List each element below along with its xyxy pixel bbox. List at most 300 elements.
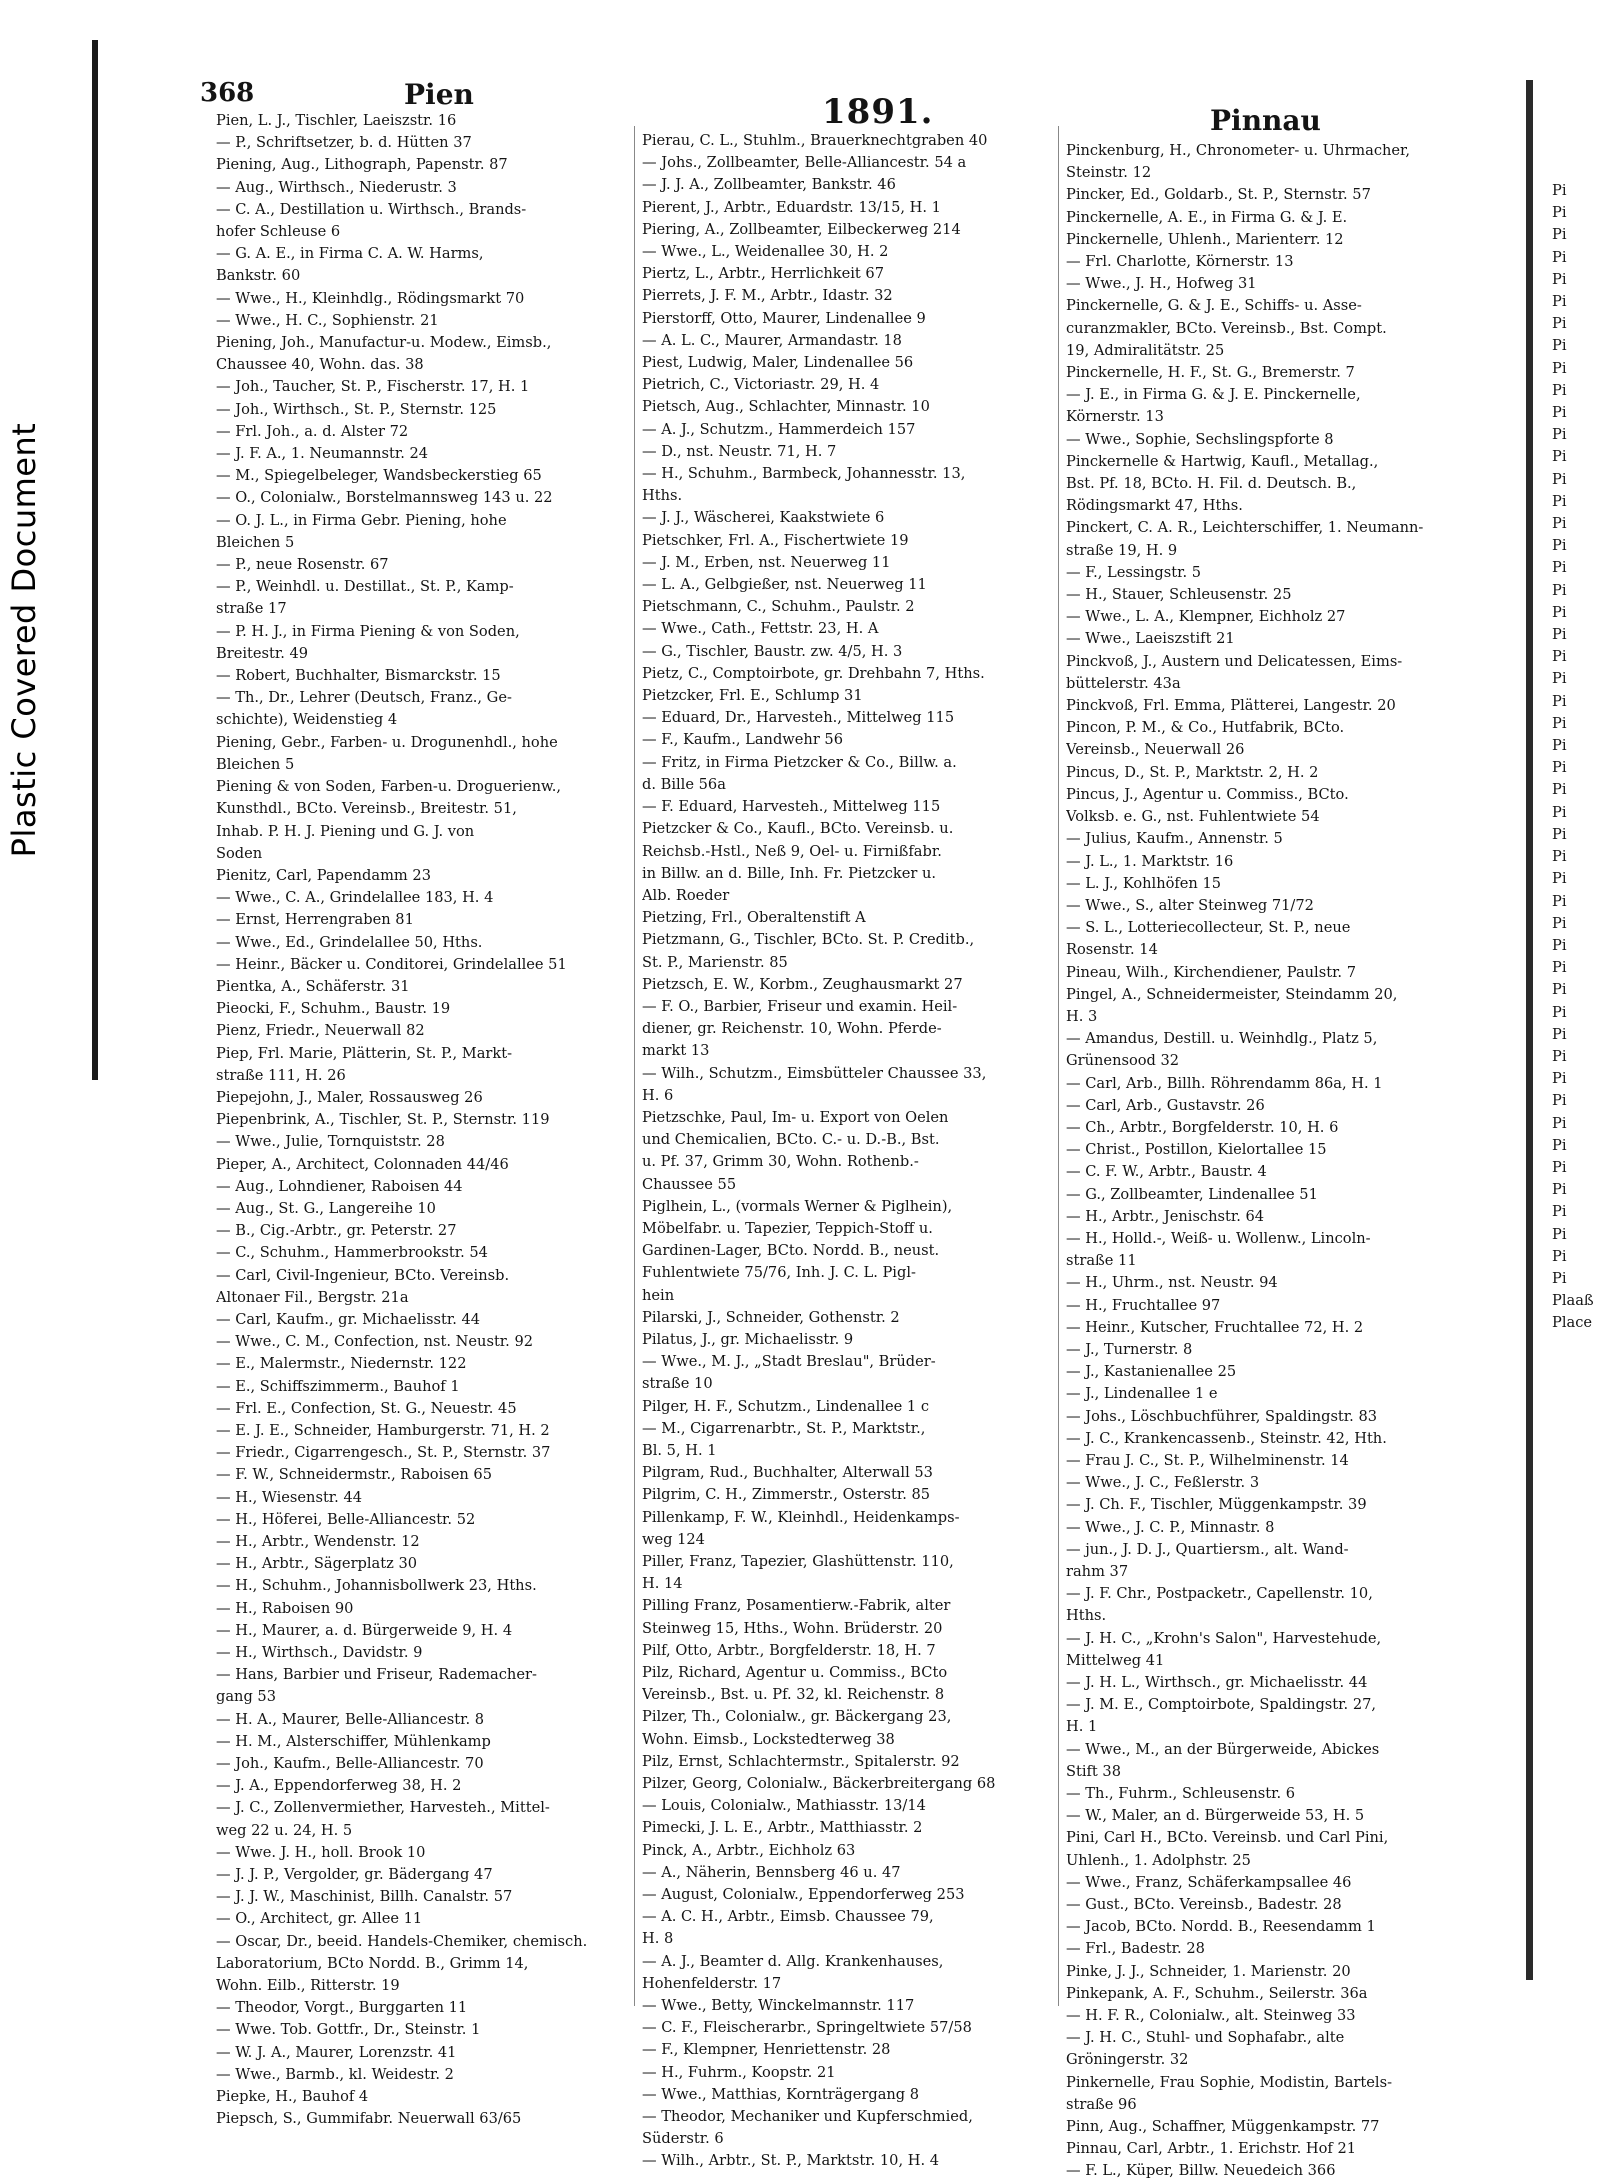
directory-line: Pietzcker & Co., Kaufl., BCto. Vereinsb. u.	[642, 820, 954, 838]
directory-line: Pi	[1552, 737, 1567, 755]
directory-line: Wohn. Eilb., Ritterstr. 19	[216, 1977, 400, 1995]
directory-line: H. 3	[1066, 1007, 1098, 1025]
directory-line: Chaussee 40, Wohn. das. 38	[216, 356, 424, 374]
directory-line: Pietrich, C., Victoriastr. 29, H. 4	[642, 376, 880, 394]
directory-line: — Ch., Arbtr., Borgfelderstr. 10, H. 6	[1066, 1118, 1339, 1136]
directory-line: — F. W., Schneidermstr., Raboisen 65	[216, 1466, 492, 1484]
directory-line: Breitestr. 49	[216, 644, 309, 662]
directory-line: straße 17	[216, 600, 287, 618]
directory-line: H. 6	[642, 1086, 674, 1104]
directory-line: Pinckernelle, G. & J. E., Schiffs- u. Asse-	[1066, 297, 1362, 315]
directory-line: Pietschmann, C., Schuhm., Paulstr. 2	[642, 598, 915, 616]
directory-line: Mittelweg 41	[1066, 1651, 1165, 1669]
directory-line: Piep, Frl. Marie, Plätterin, St. P., Markt-	[216, 1044, 513, 1062]
directory-line: — C. F., Fleischerarbr., Springeltwiete 57/58	[642, 2019, 972, 2037]
directory-line: — Wwe., C. A., Grindelallee 183, H. 4	[216, 889, 494, 907]
directory-line: — E., Schiffszimmerm., Bauhof 1	[216, 1377, 460, 1395]
directory-line: — L. J., Kohlhöfen 15	[1066, 874, 1222, 892]
directory-line: — J. H. L., Wirthsch., gr. Michaelisstr. 44	[1066, 1674, 1368, 1692]
directory-line: Pi	[1552, 470, 1567, 488]
directory-line: straße 11	[1066, 1252, 1137, 1270]
directory-line: Pi	[1552, 648, 1567, 666]
directory-line: Pieocki, F., Schuhm., Baustr. 19	[216, 1000, 451, 1018]
directory-line: Piller, Franz, Tapezier, Glashüttenstr. 110,	[642, 1553, 954, 1570]
directory-line: — Friedr., Cigarrengesch., St. P., Sternstr. 37	[216, 1444, 551, 1462]
directory-line: — H., Arbtr., Sägerplatz 30	[216, 1555, 418, 1573]
directory-line: — Fritz, in Firma Pietzcker & Co., Billw. a.	[642, 753, 957, 771]
directory-line: Pi	[1552, 914, 1567, 932]
directory-line: — C. F. W., Arbtr., Baustr. 4	[1066, 1163, 1267, 1181]
directory-line: Pi	[1552, 1092, 1567, 1110]
directory-line: Pi	[1552, 182, 1567, 199]
directory-line: — H., Raboisen 90	[216, 1599, 354, 1617]
directory-line: — J. F. Chr., Postpacketr., Capellenstr. 10,	[1066, 1585, 1373, 1603]
directory-line: Pilf, Otto, Arbtr., Borgfelderstr. 18, H. 7	[642, 1641, 936, 1659]
directory-line: Uhlenh., 1. Adolphstr. 25	[1066, 1851, 1251, 1869]
header-right-word: Pinnau	[1210, 104, 1321, 137]
directory-line: Pincon, P. M., & Co., Hutfabrik, BCto.	[1066, 719, 1345, 737]
directory-line: Pi	[1552, 603, 1567, 621]
directory-line: Pi	[1552, 581, 1567, 599]
directory-line: — O. J. L., in Firma Gebr. Piening, hohe	[216, 511, 507, 529]
directory-line: gang 53	[216, 1688, 276, 1706]
directory-line: — Wwe., S., alter Steinweg 71/72	[1066, 896, 1314, 914]
directory-line: — jun., J. D. J., Quartiersm., alt. Wand-	[1066, 1540, 1349, 1558]
column-3	[1066, 140, 1486, 2183]
directory-line: in Billw. an d. Bille, Inh. Fr. Pietzcker u.	[642, 864, 937, 882]
directory-line: Alb. Roeder	[642, 886, 730, 904]
directory-line: Piening, Aug., Lithograph, Papenstr. 87	[216, 156, 508, 174]
directory-line: Bleichen 5	[216, 533, 295, 551]
directory-line: — J., Lindenallee 1 e	[1066, 1385, 1218, 1403]
directory-line: Chaussee 55	[642, 1175, 737, 1193]
directory-line: Inhab. P. H. J. Piening und G. J. von	[216, 822, 475, 840]
directory-line: Pi	[1552, 981, 1567, 999]
directory-line: Volksb. e. G., nst. Fuhlentwiete 54	[1066, 808, 1320, 826]
directory-line: Pientka, A., Schäferstr. 31	[216, 977, 410, 995]
directory-line: Rödingsmarkt 47, Hths.	[1066, 497, 1243, 515]
directory-line: — J., Turnerstr. 8	[1066, 1340, 1193, 1358]
directory-line: Pimecki, J. L. E., Arbtr., Matthiasstr. 2	[642, 1819, 923, 1837]
directory-line: Pi	[1552, 1136, 1567, 1154]
directory-line: Pietzschke, Paul, Im- u. Export von Oelen	[642, 1108, 949, 1126]
directory-line: Pierstorff, Otto, Maurer, Lindenallee 9	[642, 309, 926, 327]
directory-line: Pien, L. J., Tischler, Laeiszstr. 16	[216, 112, 457, 129]
directory-line: straße 19, H. 9	[1066, 541, 1178, 559]
directory-line: Pi	[1552, 1225, 1567, 1243]
directory-line: straße 96	[1066, 2095, 1137, 2113]
directory-line: Hths.	[642, 487, 683, 505]
directory-line: Pi	[1552, 803, 1567, 821]
directory-line: Pi	[1552, 825, 1567, 843]
directory-line: Pietz, C., Comptoirbote, gr. Drehbahn 7, Hths.	[642, 664, 985, 682]
directory-line: — H., Arbtr., Jenischstr. 64	[1066, 1207, 1265, 1225]
column-4-partial	[1552, 180, 1600, 1335]
directory-line: — Wwe., Julie, Tornquiststr. 28	[216, 1133, 445, 1151]
directory-line: — Wwe., J. H., Hofweg 31	[1066, 275, 1257, 293]
directory-line: — H. F. R., Colonialw., alt. Steinweg 33	[1066, 2007, 1356, 2025]
directory-line: Pi	[1552, 714, 1567, 732]
directory-line: Pincker, Ed., Goldarb., St. P., Sternstr. 57	[1066, 186, 1371, 204]
directory-line: — Gust., BCto. Vereinsb., Badestr. 28	[1066, 1896, 1342, 1914]
directory-line: Pi	[1552, 626, 1567, 644]
directory-line: Pi	[1552, 537, 1567, 555]
directory-line: Piepenbrink, A., Tischler, St. P., Sternstr. 119	[216, 1111, 550, 1129]
directory-line: Pi	[1552, 1269, 1567, 1287]
directory-line: Pi	[1552, 959, 1567, 977]
directory-line: St. P., Marienstr. 85	[642, 953, 788, 971]
directory-line: — M., Cigarrenarbtr., St. P., Marktstr.,	[642, 1419, 926, 1437]
directory-line: — G. A. E., in Firma C. A. W. Harms,	[216, 245, 484, 263]
directory-line: Soden	[216, 844, 263, 862]
directory-line: Pi	[1552, 1047, 1567, 1065]
directory-line: Pi	[1552, 359, 1567, 377]
directory-line: — Jacob, BCto. Nordd. B., Reesendamm 1	[1066, 1918, 1376, 1936]
directory-line: Plaaß	[1552, 1292, 1594, 1310]
directory-line: Pini, Carl H., BCto. Vereinsb. und Carl Pini,	[1066, 1829, 1389, 1847]
directory-line: — F. O., Barbier, Friseur und examin. Heil-	[642, 997, 958, 1015]
directory-line: straße 10	[642, 1375, 713, 1393]
directory-line: Steinweg 15, Hths., Wohn. Brüderstr. 20	[642, 1619, 943, 1637]
directory-line: — P., Weinhdl. u. Destillat., St. P., Kamp-	[216, 578, 514, 596]
directory-line: und Chemicalien, BCto. C.- u. D.-B., Bst.	[642, 1131, 940, 1149]
directory-line: Pi	[1552, 670, 1567, 688]
directory-line: — A. C. H., Arbtr., Eimsb. Chaussee 79,	[642, 1908, 934, 1926]
directory-line: — J. H. C., Stuhl- und Sophafabr., alte	[1066, 2029, 1345, 2047]
directory-line: Pilzer, Th., Colonialw., gr. Bäckergang 23,	[642, 1708, 952, 1726]
directory-line: — Wwe. J. H., holl. Brook 10	[216, 1843, 426, 1861]
directory-line: — Carl, Arb., Gustavstr. 26	[1066, 1096, 1265, 1114]
directory-line: — B., Cig.-Arbtr., gr. Peterstr. 27	[216, 1222, 457, 1240]
directory-line: Pilzer, Georg, Colonialw., Bäckerbreitergang 68	[642, 1775, 996, 1793]
directory-line: — H., Wiesenstr. 44	[216, 1488, 363, 1506]
directory-line: — Aug., St. G., Langereihe 10	[216, 1199, 436, 1217]
directory-line: — J. A., Eppendorferweg 38, H. 2	[216, 1777, 462, 1795]
directory-line: — Theodor, Vorgt., Burggarten 11	[216, 1999, 468, 2017]
directory-line: Pingel, A., Schneidermeister, Steindamm 20,	[1066, 985, 1398, 1003]
directory-line: — Johs., Zollbeamter, Belle-Alliancestr. 54 a	[642, 154, 967, 172]
directory-line: — O., Colonialw., Borstelmannsweg 143 u. 22	[216, 489, 553, 507]
directory-line: schichte), Weidenstieg 4	[216, 711, 398, 729]
directory-line: — G., Zollbeamter, Lindenallee 51	[1066, 1185, 1318, 1203]
directory-line: — Wwe., Ed., Grindelallee 50, Hths.	[216, 933, 483, 951]
directory-line: Pietzsch, E. W., Korbm., Zeughausmarkt 27	[642, 975, 963, 993]
directory-line: — J. Ch. F., Tischler, Müggenkampstr. 39	[1066, 1496, 1367, 1514]
directory-line: — H. M., Alsterschiffer, Mühlenkamp	[216, 1732, 491, 1750]
directory-line: — L. A., Gelbgießer, nst. Neuerweg 11	[642, 576, 927, 594]
directory-line: — P. H. J., in Firma Piening & von Soden,	[216, 622, 520, 640]
directory-line: Pi	[1552, 404, 1567, 422]
directory-line: — P., neue Rosenstr. 67	[216, 556, 389, 574]
directory-line: u. Pf. 37, Grimm 30, Wohn. Rothenb.-	[642, 1153, 919, 1171]
directory-line: — Wwe., Matthias, Kornträgergang 8	[642, 2085, 920, 2103]
directory-line: — H. A., Maurer, Belle-Alliancestr. 8	[216, 1710, 485, 1728]
directory-line: Pinnau, Carl, Arbtr., 1. Erichstr. Hof 21	[1066, 2140, 1357, 2158]
directory-line: — Joh., Taucher, St. P., Fischerstr. 17, H. 1	[216, 378, 530, 396]
directory-line: Pi	[1552, 293, 1567, 311]
directory-line: Pi	[1552, 381, 1567, 399]
directory-line: Pi	[1552, 448, 1567, 466]
directory-line: Pinn, Aug., Schaffner, Müggenkampstr. 77	[1066, 2118, 1380, 2136]
directory-line: Hohenfelderstr. 17	[642, 1974, 782, 1992]
directory-line: Laboratorium, BCto Nordd. B., Grimm 14,	[216, 1954, 529, 1972]
directory-line: Pi	[1552, 204, 1567, 222]
directory-line: Pi	[1552, 1247, 1567, 1265]
directory-line: — Ernst, Herrengraben 81	[216, 911, 414, 929]
directory-line: Pinckert, C. A. R., Leichterschiffer, 1. Neumann-	[1066, 519, 1424, 537]
directory-line: Vereinsb., Neuerwall 26	[1066, 741, 1245, 759]
directory-line: Pienz, Friedr., Neuerwall 82	[216, 1022, 425, 1040]
directory-line: — Aug., Lohndiener, Raboisen 44	[216, 1177, 463, 1195]
directory-line: Pietzmann, G., Tischler, BCto. St. P. Creditb.,	[642, 931, 975, 949]
directory-line: — H., Fuhrm., Koopstr. 21	[642, 2063, 836, 2081]
directory-line: Pi	[1552, 226, 1567, 244]
directory-line: Vereinsb., Bst. u. Pf. 32, kl. Reichenstr. 8	[642, 1686, 945, 1704]
directory-line: — Heinr., Bäcker u. Conditorei, Grindelallee 51	[216, 955, 567, 973]
directory-line: — Joh., Wirthsch., St. P., Sternstr. 125	[216, 400, 497, 418]
column-divider	[1058, 126, 1059, 2006]
directory-line: — S. L., Lotteriecollecteur, St. P., neue	[1066, 919, 1351, 937]
directory-line: — Wwe., M. J., „Stadt Breslau", Brüder-	[642, 1353, 936, 1371]
directory-line: Kunsthdl., BCto. Vereinsb., Breitestr. 51,	[216, 800, 517, 818]
directory-line: Pi	[1552, 1203, 1567, 1221]
directory-line: — J. M. E., Comptoirbote, Spaldingstr. 27,	[1066, 1696, 1377, 1714]
directory-line: Pi	[1552, 1003, 1567, 1021]
directory-line: — E., Malermstr., Niedernstr. 122	[216, 1355, 467, 1373]
directory-line: weg 22 u. 24, H. 5	[216, 1821, 353, 1839]
directory-line: — J. E., in Firma G. & J. E. Pinckernelle,	[1066, 386, 1361, 404]
directory-line: — A. L. C., Maurer, Armandastr. 18	[642, 331, 902, 349]
directory-line: Hths.	[1066, 1607, 1107, 1625]
directory-line: Pi	[1552, 848, 1567, 866]
directory-line: — Wwe., M., an der Bürgerweide, Abickes	[1066, 1740, 1380, 1758]
directory-line: — August, Colonialw., Eppendorferweg 253	[642, 1886, 965, 1904]
directory-line: Pietsch, Aug., Schlachter, Minnastr. 10	[642, 398, 930, 416]
directory-line: Pierent, J., Arbtr., Eduardstr. 13/15, H. 1	[642, 198, 941, 216]
directory-line: — A. J., Schutzm., Hammerdeich 157	[642, 420, 916, 438]
directory-line: — Joh., Kaufm., Belle-Alliancestr. 70	[216, 1755, 484, 1773]
directory-line: Piening & von Soden, Farben-u. Droguerienw.,	[216, 778, 562, 796]
directory-line: — J. L., 1. Marktstr. 16	[1066, 852, 1234, 870]
directory-line: — Robert, Buchhalter, Bismarckstr. 15	[216, 667, 501, 685]
directory-line: — Wwe., J. C., Feßlerstr. 3	[1066, 1474, 1260, 1492]
directory-line: — H., Schuhm., Johannisbollwerk 23, Hths.	[216, 1577, 537, 1595]
directory-line: Piglhein, L., (vormals Werner & Piglhein),	[642, 1197, 953, 1215]
directory-line: — Julius, Kaufm., Annenstr. 5	[1066, 830, 1283, 848]
directory-line: — M., Spiegelbeleger, Wandsbeckerstieg 65	[216, 467, 542, 485]
directory-line: — W., Maler, an d. Bürgerweide 53, H. 5	[1066, 1807, 1365, 1825]
directory-line: Piepejohn, J., Maler, Rossausweg 26	[216, 1088, 483, 1106]
scan-shadow-left	[92, 40, 98, 1080]
directory-line: Pinck, A., Arbtr., Eichholz 63	[642, 1841, 856, 1859]
directory-line: Pinckenburg, H., Chronometer- u. Uhrmacher,	[1066, 142, 1411, 159]
header-year: 1891.	[822, 92, 934, 132]
directory-line: Pilz, Richard, Agentur u. Commiss., BCto	[642, 1664, 948, 1682]
directory-line: — P., Schriftsetzer, b. d. Hütten 37	[216, 134, 472, 152]
directory-line: Piepsch, S., Gummifabr. Neuerwall 63/65	[216, 2110, 522, 2128]
directory-line: Bleichen 5	[216, 755, 295, 773]
directory-line: Pinckernelle & Hartwig, Kaufl., Metallag.,	[1066, 452, 1379, 470]
directory-line: — Wilh., Arbtr., St. P., Marktstr. 10, H. 4	[642, 2152, 940, 2170]
directory-line: — Aug., Wirthsch., Niederustr. 3	[216, 178, 457, 196]
directory-line: Wohn. Eimsb., Lockstedterweg 38	[642, 1730, 895, 1748]
directory-line: — Carl, Kaufm., gr. Michaelisstr. 44	[216, 1310, 481, 1328]
directory-line: — F. Eduard, Harvesteh., Mittelweg 115	[642, 798, 941, 816]
directory-line: Gardinen-Lager, BCto. Nordd. B., neust.	[642, 1242, 940, 1260]
directory-line: — E. J. E., Schneider, Hamburgerstr. 71, H. 2	[216, 1421, 550, 1439]
directory-line: Pi	[1552, 315, 1567, 333]
directory-line: Piertz, L., Arbtr., Herrlichkeit 67	[642, 265, 884, 283]
directory-line: — J., Kastanienallee 25	[1066, 1363, 1237, 1381]
directory-line: Pi	[1552, 515, 1567, 533]
directory-line: — H., Stauer, Schleusenstr. 25	[1066, 586, 1292, 604]
directory-line: — H., Fruchtallee 97	[1066, 1296, 1221, 1314]
directory-line: — Heinr., Kutscher, Fruchtallee 72, H. 2	[1066, 1318, 1364, 1336]
column-divider	[634, 126, 635, 2006]
directory-line: Pietzcker, Frl. E., Schlump 31	[642, 687, 863, 705]
directory-line: — J. J. P., Vergolder, gr. Bädergang 47	[216, 1866, 493, 1884]
directory-line: Pi	[1552, 1158, 1567, 1176]
directory-line: — H., Uhrm., nst. Neustr. 94	[1066, 1274, 1278, 1292]
directory-line: — Th., Fuhrm., Schleusenstr. 6	[1066, 1785, 1296, 1803]
directory-line: hofer Schleuse 6	[216, 223, 341, 241]
directory-line: Pi	[1552, 1181, 1567, 1199]
directory-line: Möbelfabr. u. Tapezier, Teppich-Stoff u.	[642, 1219, 933, 1237]
directory-line: Rosenstr. 14	[1066, 941, 1158, 959]
directory-line: Fuhlentwiete 75/76, Inh. J. C. L. Pigl-	[642, 1264, 916, 1282]
directory-line: Pierrets, J. F. M., Arbtr., Idastr. 32	[642, 287, 893, 305]
directory-line: — Wwe., J. C. P., Minnastr. 8	[1066, 1518, 1275, 1536]
directory-line: Pilger, H. F., Schutzm., Lindenallee 1 c	[642, 1397, 930, 1415]
directory-line: Place	[1552, 1314, 1592, 1332]
directory-line: — J. M., Erben, nst. Neuerweg 11	[642, 553, 891, 571]
directory-line: — F. L., Küper, Billw. Neuedeich 366	[1066, 2162, 1336, 2180]
directory-line: Altonaer Fil., Bergstr. 21a	[216, 1288, 409, 1306]
directory-line: — J. J. A., Zollbeamter, Bankstr. 46	[642, 176, 896, 194]
directory-line: — H., Holld.-, Weiß- u. Wollenw., Lincoln-	[1066, 1229, 1371, 1247]
directory-line: Pi	[1552, 692, 1567, 710]
directory-line: Pi	[1552, 892, 1567, 910]
directory-line: Pinke, J. J., Schneider, 1. Marienstr. 20	[1066, 1962, 1351, 1980]
directory-line: Gröningerstr. 32	[1066, 2051, 1189, 2069]
directory-line: Pinckernelle, H. F., St. G., Bremerstr. 7	[1066, 364, 1355, 382]
directory-line: Pi	[1552, 248, 1567, 266]
directory-line: — Hans, Barbier und Friseur, Rademacher-	[216, 1666, 537, 1684]
directory-line: Pi	[1552, 270, 1567, 288]
directory-line: Piening, Gebr., Farben- u. Drogunenhdl., hohe	[216, 733, 558, 751]
page-number: 368	[200, 78, 255, 108]
directory-line: — D., nst. Neustr. 71, H. 7	[642, 442, 837, 460]
directory-line: Pincus, J., Agentur u. Commiss., BCto.	[1066, 785, 1349, 803]
directory-line: Körnerstr. 13	[1066, 408, 1164, 426]
directory-line: — J. J. W., Maschinist, Billh. Canalstr. 57	[216, 1888, 513, 1906]
directory-line: Pinkepank, A. F., Schuhm., Seilerstr. 36a	[1066, 1984, 1368, 2002]
directory-line: — O., Architect, gr. Allee 11	[216, 1910, 423, 1928]
column-1	[216, 110, 628, 2130]
directory-line: Pilling Franz, Posamentierw.-Fabrik, alter	[642, 1597, 951, 1615]
directory-line: straße 111, H. 26	[216, 1066, 346, 1084]
directory-line: Pi	[1552, 1114, 1567, 1132]
directory-line: — A. J., Beamter d. Allg. Krankenhauses,	[642, 1952, 944, 1970]
directory-line: rahm 37	[1066, 1563, 1129, 1580]
directory-line: — Wwe. Tob. Gottfr., Dr., Steinstr. 1	[216, 2021, 481, 2039]
plastic-covered-label: Plastic Covered Document	[5, 422, 43, 858]
directory-line: Pi	[1552, 936, 1567, 954]
directory-line: — Christ., Postillon, Kielortallee 15	[1066, 1141, 1327, 1159]
directory-line: Pineau, Wilh., Kirchendiener, Paulstr. 7	[1066, 963, 1356, 981]
directory-line: büttelerstr. 43a	[1066, 674, 1181, 692]
directory-line: — Carl, Arb., Billh. Röhrendamm 86a, H. 1	[1066, 1074, 1383, 1092]
directory-line: Pinkernelle, Frau Sophie, Modistin, Bartels-	[1066, 2073, 1393, 2091]
directory-line: — H., Schuhm., Barmbeck, Johannesstr. 13,	[642, 465, 966, 483]
directory-line: Pi	[1552, 492, 1567, 510]
directory-line: Steinstr. 12	[1066, 164, 1152, 182]
directory-line: — Wwe., H. C., Sophienstr. 21	[216, 311, 439, 329]
directory-line: Pinckernelle, Uhlenh., Marienterr. 12	[1066, 230, 1344, 248]
directory-line: H. 8	[642, 1930, 674, 1948]
directory-line: — Wwe., Cath., Fettstr. 23, H. A	[642, 620, 879, 638]
directory-line: Pi	[1552, 1025, 1567, 1043]
directory-line: Pi	[1552, 781, 1567, 799]
directory-line: Piepke, H., Bauhof 4	[216, 2088, 369, 2106]
directory-line: Piering, A., Zollbeamter, Eilbeckerweg 214	[642, 220, 961, 238]
directory-line: Pinckvoß, J., Austern und Delicatessen, Eims-	[1066, 652, 1403, 670]
directory-line: — C., Schuhm., Hammerbrookstr. 54	[216, 1244, 488, 1262]
directory-line: — Wwe., Barmb., kl. Weidestr. 2	[216, 2065, 454, 2083]
directory-line: — Eduard, Dr., Harvesteh., Mittelweg 115	[642, 709, 955, 727]
directory-line: — F., Kaufm., Landwehr 56	[642, 731, 844, 749]
directory-line: — H., Maurer, a. d. Bürgerweide 9, H. 4	[216, 1621, 513, 1639]
directory-line: Bst. Pf. 18, BCto. H. Fil. d. Deutsch. B.,	[1066, 475, 1357, 493]
directory-line: — Wwe., Franz, Schäferkampsallee 46	[1066, 1873, 1352, 1891]
directory-line: — F., Lessingstr. 5	[1066, 563, 1202, 581]
directory-line: Pi	[1552, 337, 1567, 355]
directory-line: Pi	[1552, 759, 1567, 777]
directory-line: Pinckvoß, Frl. Emma, Plätterei, Langestr. 20	[1066, 697, 1396, 715]
scan-shadow-right	[1526, 80, 1533, 1980]
sidebar-label	[0, 0, 48, 2177]
directory-line: H. 14	[642, 1575, 683, 1593]
directory-line: Reichsb.-Hstl., Neß 9, Oel- u. Firnißfabr.	[642, 842, 942, 860]
directory-line: Pilgrim, C. H., Zimmerstr., Osterstr. 85	[642, 1486, 931, 1504]
directory-line: Pienitz, Carl, Papendamm 23	[216, 866, 431, 884]
directory-line: — Louis, Colonialw., Mathiasstr. 13/14	[642, 1797, 926, 1815]
directory-line: — H., Höferei, Belle-Alliancestr. 52	[216, 1510, 476, 1528]
directory-line: Süderstr. 6	[642, 2130, 724, 2148]
directory-line: weg 124	[642, 1530, 705, 1548]
directory-line: Pilgram, Rud., Buchhalter, Alterwall 53	[642, 1464, 933, 1482]
directory-line: Piest, Ludwig, Maler, Lindenallee 56	[642, 354, 914, 372]
directory-line: Pierau, C. L., Stuhlm., Brauerknechtgraben 40	[642, 132, 988, 149]
directory-line: Pi	[1552, 559, 1567, 577]
header-left-word: Pien	[404, 78, 474, 111]
directory-line: — Frl. E., Confection, St. G., Neuestr. 45	[216, 1399, 517, 1417]
directory-line: — J. C., Krankencassenb., Steinstr. 42, Hth.	[1066, 1429, 1387, 1447]
directory-line: curanzmakler, BCto. Vereinsb., Bst. Compt.	[1066, 319, 1387, 337]
directory-line: — Wwe., L., Weidenallee 30, H. 2	[642, 243, 889, 261]
directory-line: Pilz, Ernst, Schlachtermstr., Spitalerstr. 92	[642, 1752, 960, 1770]
directory-line: H. 1	[1066, 1718, 1098, 1736]
directory-line: — J. H. C., „Krohn's Salon", Harvestehude,	[1066, 1629, 1382, 1647]
directory-line: — G., Tischler, Baustr. zw. 4/5, H. 3	[642, 642, 903, 660]
directory-line: Pincus, D., St. P., Marktstr. 2, H. 2	[1066, 763, 1319, 781]
directory-line: Pieper, A., Architect, Colonnaden 44/46	[216, 1155, 509, 1173]
directory-line: — H., Wirthsch., Davidstr. 9	[216, 1644, 423, 1662]
directory-line: Pi	[1552, 426, 1567, 444]
directory-line: — H., Arbtr., Wendenstr. 12	[216, 1533, 420, 1550]
directory-line: markt 13	[642, 1042, 710, 1060]
directory-line: Piening, Joh., Manufactur-u. Modew., Eimsb.,	[216, 334, 552, 352]
